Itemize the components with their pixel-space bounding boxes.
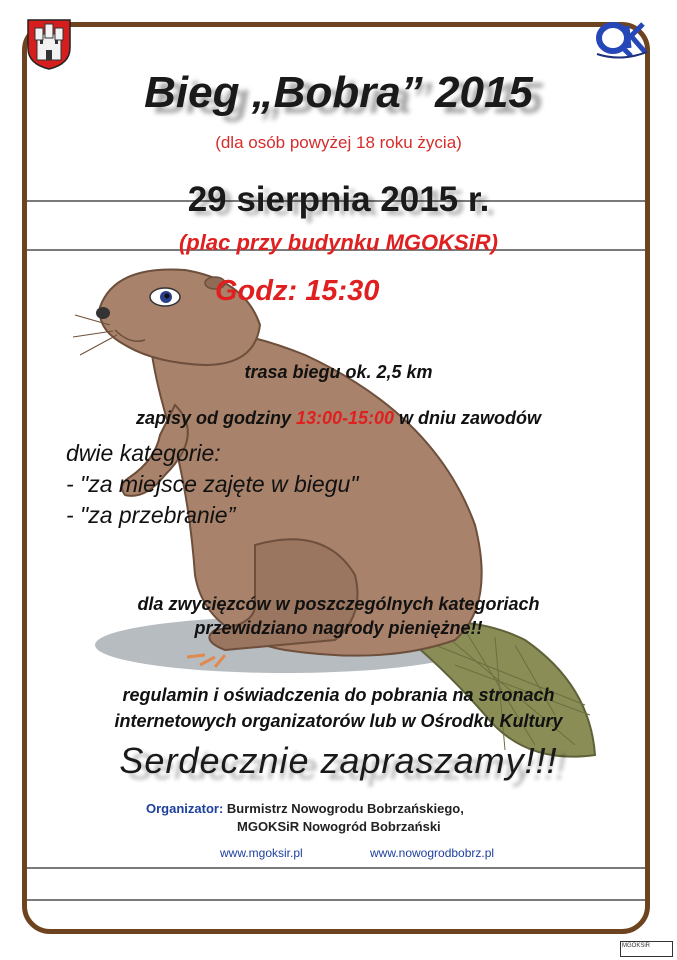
registration-prefix: zapisy od godziny xyxy=(135,408,296,428)
invitation: Serdecznie zapraszamy!!! xyxy=(119,740,558,781)
category-item: - "za miejsce zajęte w biegu" xyxy=(66,471,359,497)
link-nowogrodbobrz[interactable]: www.nowogrodbobrz.pl xyxy=(370,846,495,860)
mgoksir-logo-icon xyxy=(593,18,649,60)
age-restriction: (dla osób powyżej 18 roku życia) xyxy=(215,133,462,152)
categories-heading: dwie kategorie: xyxy=(66,440,221,466)
rules-info xyxy=(0,682,677,734)
divider-organizer xyxy=(27,867,645,869)
event-date: 29 sierpnia 2015 r. xyxy=(187,180,490,219)
stamp-text: MGOKSiR xyxy=(622,943,651,949)
organizer-label: Organizator: xyxy=(146,801,224,816)
rules-line: regulamin i oświadczenia do pobrania na stronach xyxy=(122,685,555,705)
event-title: Bieg „Bobra” 2015 xyxy=(144,68,533,117)
link-mgoksir[interactable]: www.mgoksir.pl xyxy=(220,846,303,860)
route-length: trasa biegu ok. 2,5 km xyxy=(244,362,433,382)
event-time: Godz: 15:30 xyxy=(215,275,380,307)
registration-suffix: w dniu zawodów xyxy=(394,408,542,428)
rules-line: internetowych organizatorów lub w Ośrodku Kultury xyxy=(114,711,563,731)
organizer-line: MGOKSiR Nowogród Bobrzański xyxy=(237,819,441,834)
event-place: (plac przy budynku MGOKSiR) xyxy=(178,230,499,255)
prizes-line: dla zwycięzców w poszczególnych kategoriach xyxy=(137,594,540,614)
organizer-block xyxy=(146,800,464,836)
registration-hours: 13:00-15:00 xyxy=(295,408,395,428)
mgoksir-stamp-logo xyxy=(620,941,673,957)
divider-links xyxy=(27,899,645,901)
categories xyxy=(66,438,358,531)
organizer-line: Burmistrz Nowogrodu Bobrzańskiego, xyxy=(226,801,464,816)
category-item: - "za przebranie” xyxy=(66,502,236,528)
prizes-line: przewidziano nagrody pieniężne!! xyxy=(194,618,483,638)
town-coat-of-arms-icon xyxy=(26,18,72,70)
prizes-info xyxy=(0,592,677,640)
registration-info xyxy=(0,408,677,429)
